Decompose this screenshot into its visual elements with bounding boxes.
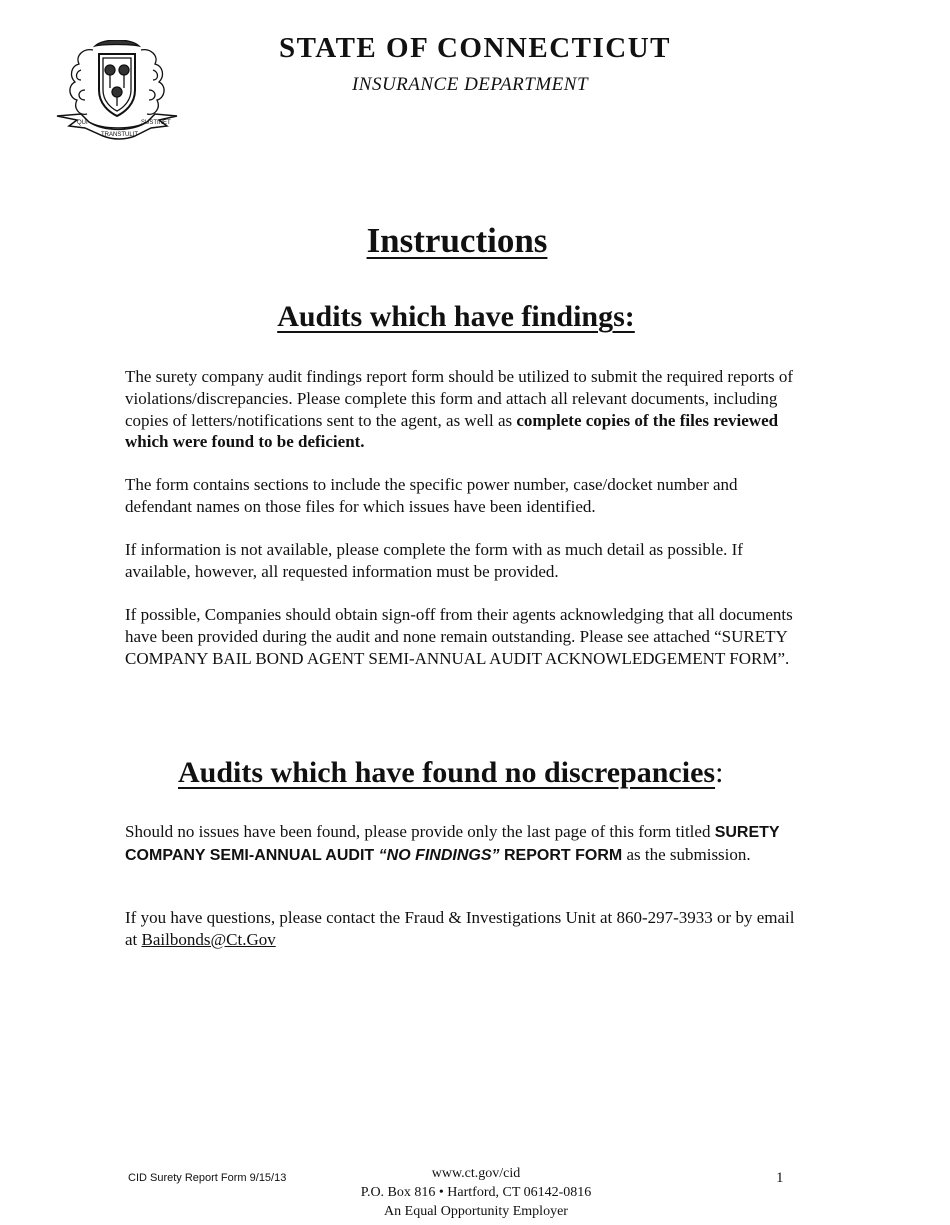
no-disc-p1-text: Should no issues have been found, please provide only the last page of this form titled — [125, 822, 715, 841]
no-discrepancies-heading-text: Audits which have found no discrepancies — [178, 756, 716, 789]
no-disc-p1-end: as the submission. — [622, 844, 751, 864]
department-name: INSURANCE DEPARTMENT — [351, 74, 589, 95]
findings-paragraph-1 — [125, 366, 805, 453]
findings-heading — [0, 300, 912, 334]
page-number: 1 — [776, 1170, 784, 1186]
findings-p1-text: The surety company audit findings report form should be utilized to submit the required reports of violations/discrepancies. Please complete this form and attach all relevant documents, including copies of letters/notifications sent to the agent, as well as — [125, 367, 794, 430]
seal-motto-sustinet: SUSTINET — [141, 120, 171, 126]
instructions-title-text: Instructions — [366, 221, 548, 260]
state-title: STATE OF CONNECTICUT — [278, 32, 672, 64]
footer-address: P.O. Box 816 • Hartford, CT 06142-0816 — [360, 1185, 592, 1200]
findings-paragraph-2: The form contains sections to include the specific power number, case/docket number and defendant names on those files for which issues have been identified. — [125, 475, 738, 516]
no-disc-p2-text: If you have questions, please contact the Fraud & Investigations Unit at 860-297-3933 or by email at — [125, 908, 795, 949]
no-discrepancies-heading-colon: : — [715, 756, 724, 789]
no-disc-p1-bold-b: REPORT FORM — [499, 846, 623, 864]
footer-website[interactable]: www.ct.gov/cid — [431, 1166, 521, 1181]
seal-motto-qui: QUI — [77, 120, 88, 126]
findings-p1-bold: complete copies of the files reviewed which were found to be deficient. — [125, 410, 779, 452]
footer-form-id: CID Surety Report Form 9/15/13 — [128, 1172, 287, 1184]
findings-paragraph-3: If information is not available, please complete the form with as much detail as possible. If available, however, all requested information must be provided. — [125, 540, 743, 581]
no-discrepancies-paragraph-2 — [125, 907, 805, 951]
seal-motto-transtulit: TRANSTULIT — [101, 132, 139, 138]
findings-heading-text: Audits which have findings: — [277, 300, 635, 333]
footer-contact — [300, 1164, 652, 1221]
instructions-title — [0, 221, 914, 261]
no-discrepancies-paragraph-1 — [125, 821, 805, 867]
email-link[interactable]: Bailbonds@Ct.Gov — [141, 929, 276, 949]
footer-employer: An Equal Opportunity Employer — [384, 1204, 568, 1219]
no-disc-p1-bold-a: SURETY COMPANY SEMI-ANNUAL AUDIT — [125, 824, 780, 864]
no-disc-p1-bold-italic: “NO FINDINGS” — [378, 846, 500, 864]
no-discrepancies-heading — [178, 756, 723, 790]
findings-paragraph-4: If possible, Companies should obtain sign-off from their agents acknowledging that all documents have been provided during the audit and none remain outstanding. Please see attached “SURETY COMPANY BAIL BOND AGENT SEMI-ANNUAL AUDIT ACKNOWLEDGEMENT FORM”. — [125, 605, 793, 668]
